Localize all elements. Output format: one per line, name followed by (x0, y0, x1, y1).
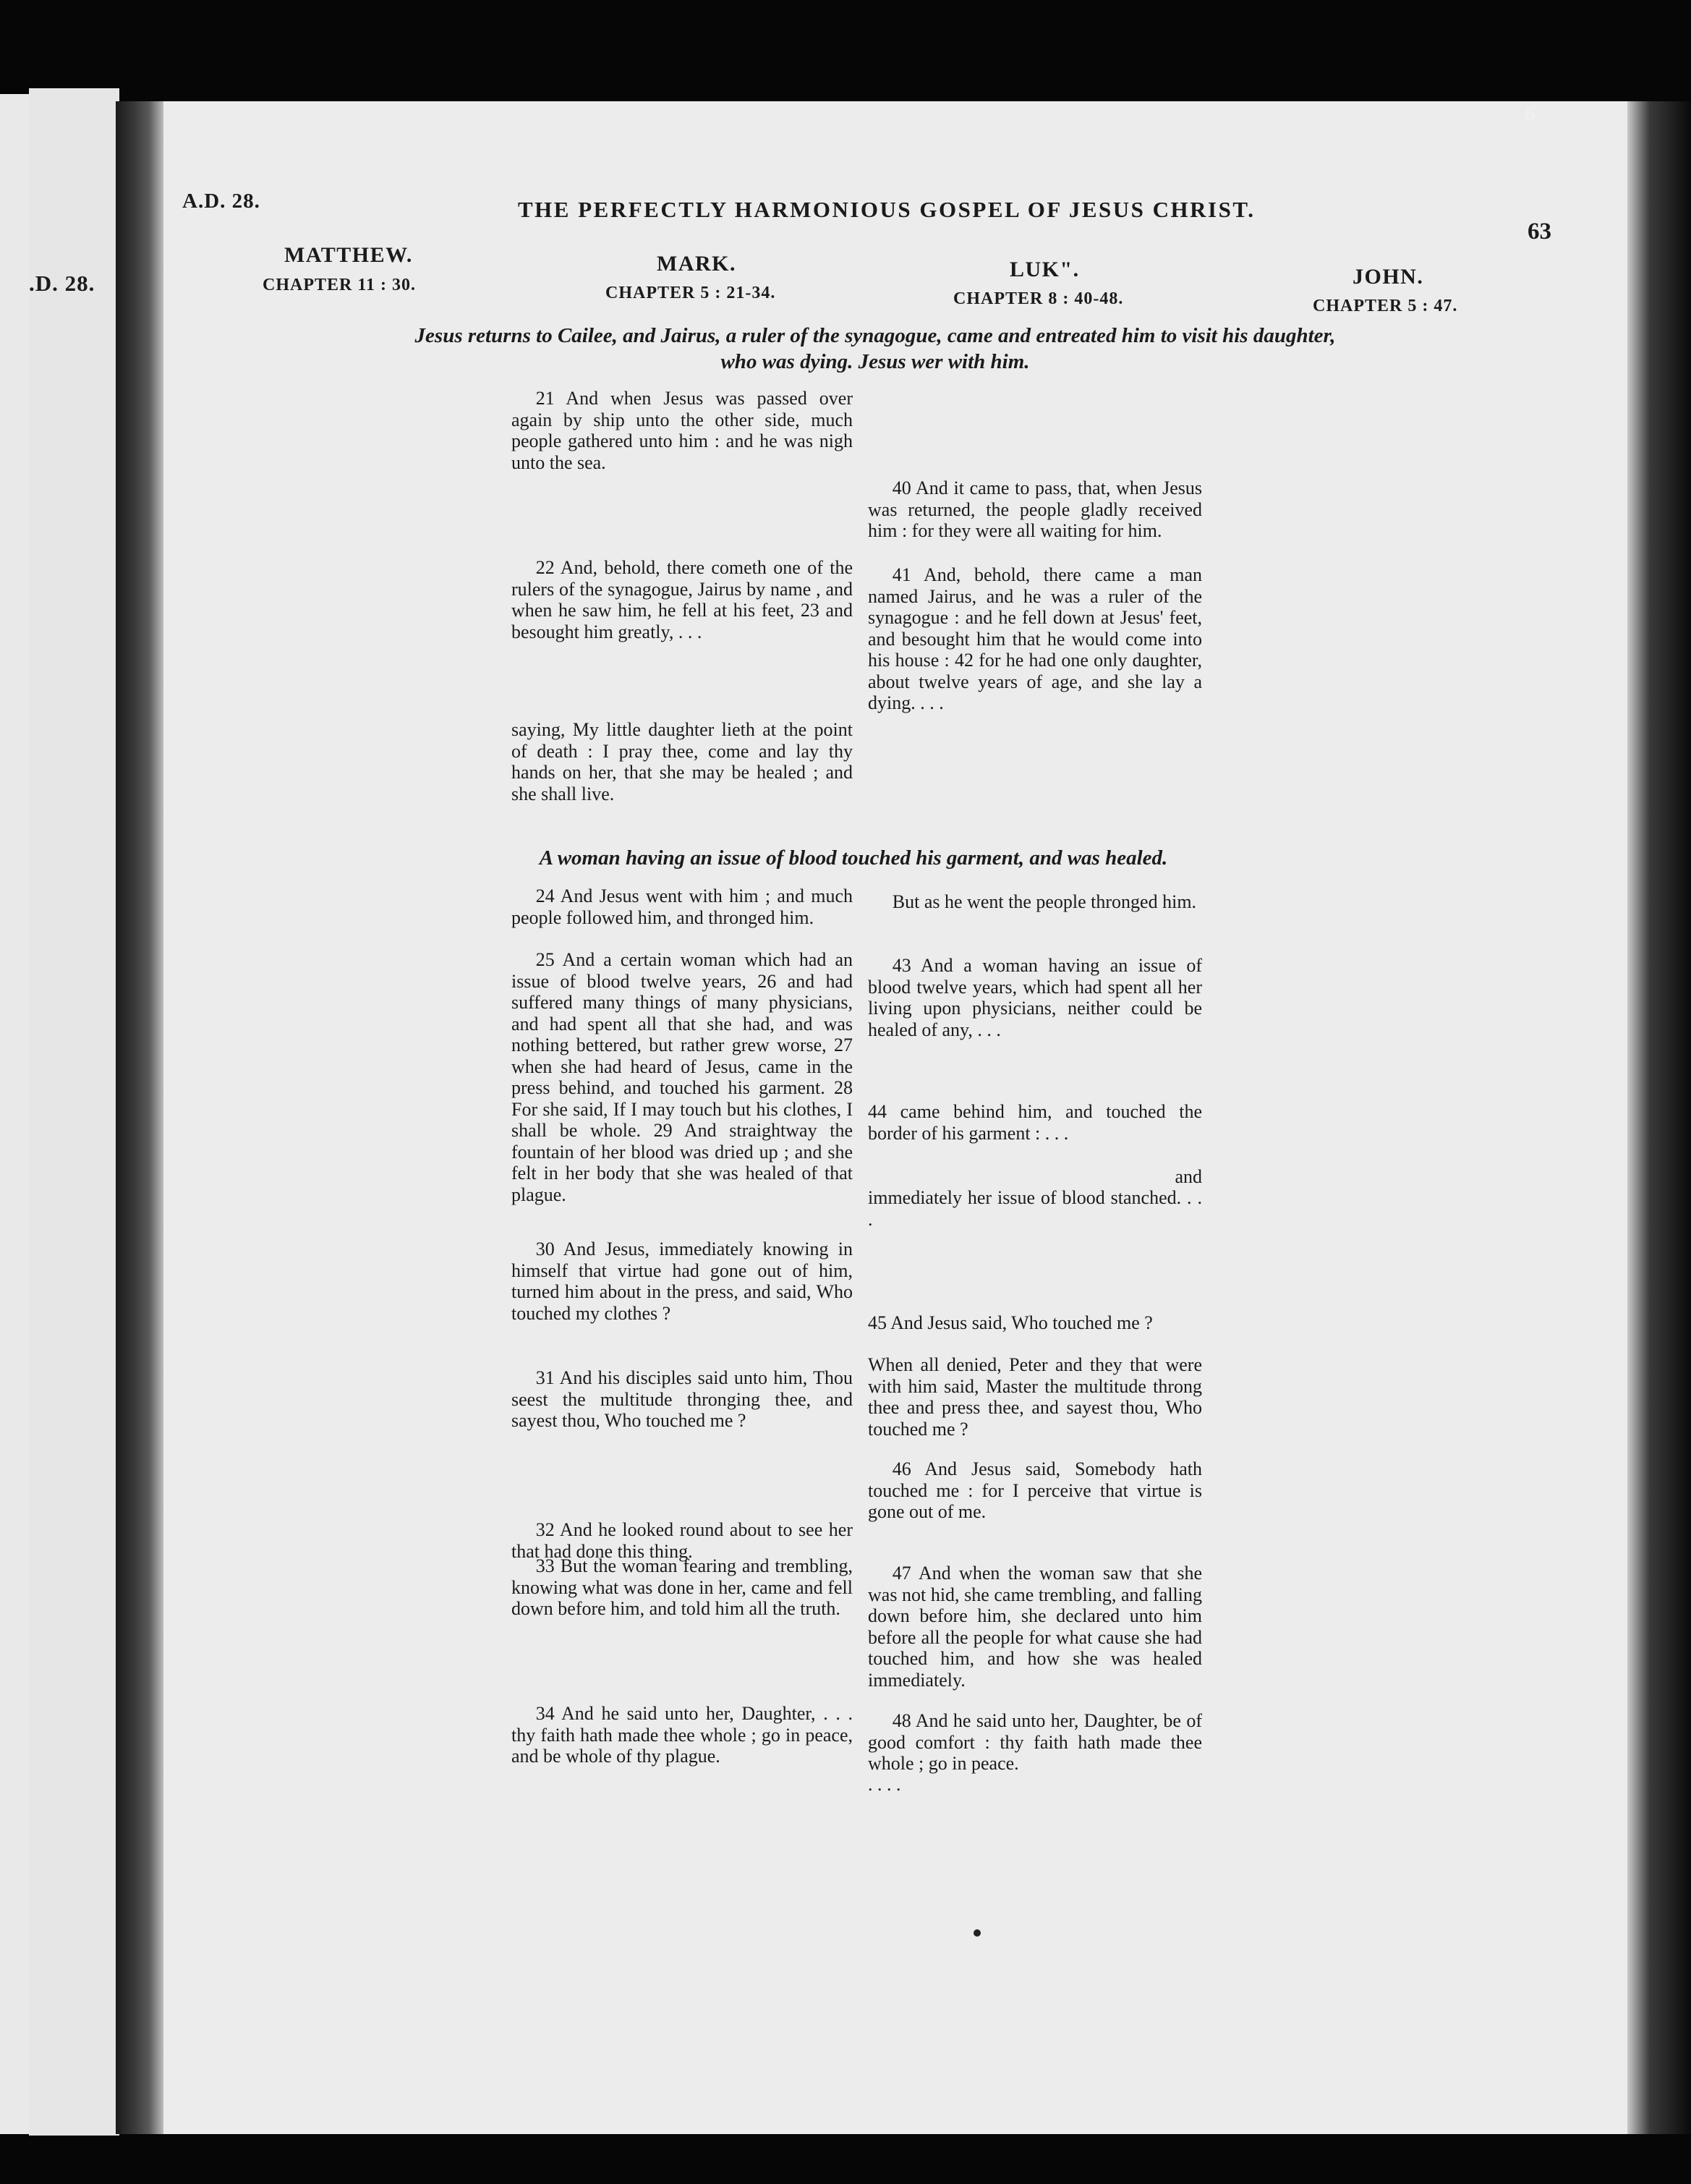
page-title: THE PERFECTLY HARMONIOUS GOSPEL OF JESUS CHRIST. (518, 197, 1256, 222)
mark-verse-31: 31 And his disciples said unto him, Thou seest the multitude thronging thee, and sayest thou, Who touched me ? (511, 1367, 853, 1431)
gospel-chapter-luke: CHAPTER 8 : 40-48. (953, 289, 1124, 308)
previous-page (29, 88, 119, 2136)
luke-verse-44-and: and (1175, 1166, 1202, 1187)
luke-verse-45: 45 And Jesus said, Who touched me ? (868, 1312, 1153, 1333)
luke-verse-44: 44 came behind him, and touched the border of his garment : . . . (868, 1101, 1202, 1144)
page-number: 63 (1528, 218, 1551, 245)
luke-verse-46: 46 And Jesus said, Somebody hath touched me : for I perceive that virtue is gone out of me. (868, 1458, 1202, 1522)
book-spine-shadow (116, 101, 163, 2134)
luke-verse-48: 48 And he said unto her, Daughter, be of good comfort : thy faith hath made thee whole ; go in peace. (868, 1710, 1202, 1774)
previous-page-year: .D. 28. (29, 271, 95, 296)
section-heading-jairus: Jesus returns to Cailee, and Jairus, a ruler of the synagogue, came and entreated him to visit his daughter, (414, 324, 1336, 347)
previous-page-edge (0, 94, 29, 2134)
gospel-chapter-matthew: CHAPTER 11 : 30. (263, 276, 417, 294)
mark-verse-21: 21 And when Jesus was passed over again by ship unto the other side, much people gathered unto him : and he was nigh unto the sea. (511, 388, 853, 473)
luke-verse-42-continued: But as he went the people thronged him. (892, 891, 1197, 912)
gospel-name-luke: LUK". (1010, 258, 1080, 281)
luke-verse-43: 43 And a woman having an issue of blood twelve years, which had spent all her living upon physicians, neither could be healed of any, . . . (868, 955, 1202, 1040)
corner-mark: 6 (1525, 101, 1535, 125)
mark-verse-22: 22 And, behold, there cometh one of the rulers of the synagogue, Jairus by name , and when he saw him, he fell at his feet, 23 and besought him greatly, . . . (511, 557, 853, 642)
mark-verse-23-continued: saying, My little daughter lieth at the point of death : I pray thee, come and lay thy hands on her, that she may be healed ; and she shall live. (511, 719, 853, 804)
page-edge-shadow (1627, 101, 1691, 2134)
ink-dot (974, 1929, 981, 1937)
gospel-name-mark: MARK. (657, 252, 736, 276)
gospel-chapter-john: CHAPTER 5 : 47. (1313, 297, 1458, 315)
luke-verse-44-continued: immediately her issue of blood stanched. . . . (868, 1187, 1202, 1230)
gospel-name-matthew: MATTHEW. (284, 243, 413, 267)
luke-verse-48-ellipsis: . . . . (868, 1774, 901, 1795)
mark-verse-25: 25 And a certain woman which had an issue of blood twelve years, 26 and had suffered many things of many physicians, and had spent all that she had, and was nothing bettered, but rather grew worse, 27 when she had heard of Jesus, came in the press behind, and touched his garment. 28 For she said, If I may touch but his clothes, I shall be whole. 29 And straightway the fountain of her blood was dried up ; and she felt in her body that she was healed of that plague. (511, 949, 853, 1205)
year-label: A.D. 28. (182, 190, 260, 213)
section-heading-woman: A woman having an issue of blood touched his garment, and was healed. (539, 846, 1168, 870)
mark-verse-24: 24 And Jesus went with him ; and much people followed him, and thronged him. (511, 885, 853, 928)
luke-verse-40: 40 And it came to pass, that, when Jesus was returned, the people gladly received him : for they were all waiting for him. (868, 477, 1202, 541)
luke-verse-47: 47 And when the woman saw that she was not hid, she came trembling, and falling down before him, she declared unto him before all the people for what cause she had touched him, and how she was healed immediately. (868, 1563, 1202, 1691)
mark-verse-32: 32 And he looked round about to see her that had done this thing. (511, 1519, 853, 1562)
luke-verse-41: 41 And, behold, there came a man named Jairus, and he was a ruler of the synagogue : and he fell down at Jesus' feet, and besought him that he would come into his house : 42 for he had one only daughter, about twelve years of age, and she lay a dying. . . . (868, 564, 1202, 713)
mark-verse-33: 33 But the woman fearing and trembling, knowing what was done in her, came and fell down before him, and told him all the truth. (511, 1555, 853, 1619)
section-heading-jairus-line2: who was dying. Jesus wer with him. (720, 350, 1030, 373)
luke-verse-45-continued: When all denied, Peter and they that were with him said, Master the multitude throng thee and press thee, and sayest thou, Who touched me ? (868, 1354, 1202, 1440)
mark-verse-34: 34 And he said unto her, Daughter, . . . thy faith hath made thee whole ; go in peace, and be whole of thy plague. (511, 1703, 853, 1767)
gospel-chapter-mark: CHAPTER 5 : 21-34. (605, 284, 776, 302)
gospel-name-john: JOHN. (1353, 265, 1424, 289)
mark-verse-30: 30 And Jesus, immediately knowing in himself that virtue had gone out of him, turned him about in the press, and said, Who touched my clothes ? (511, 1238, 853, 1324)
